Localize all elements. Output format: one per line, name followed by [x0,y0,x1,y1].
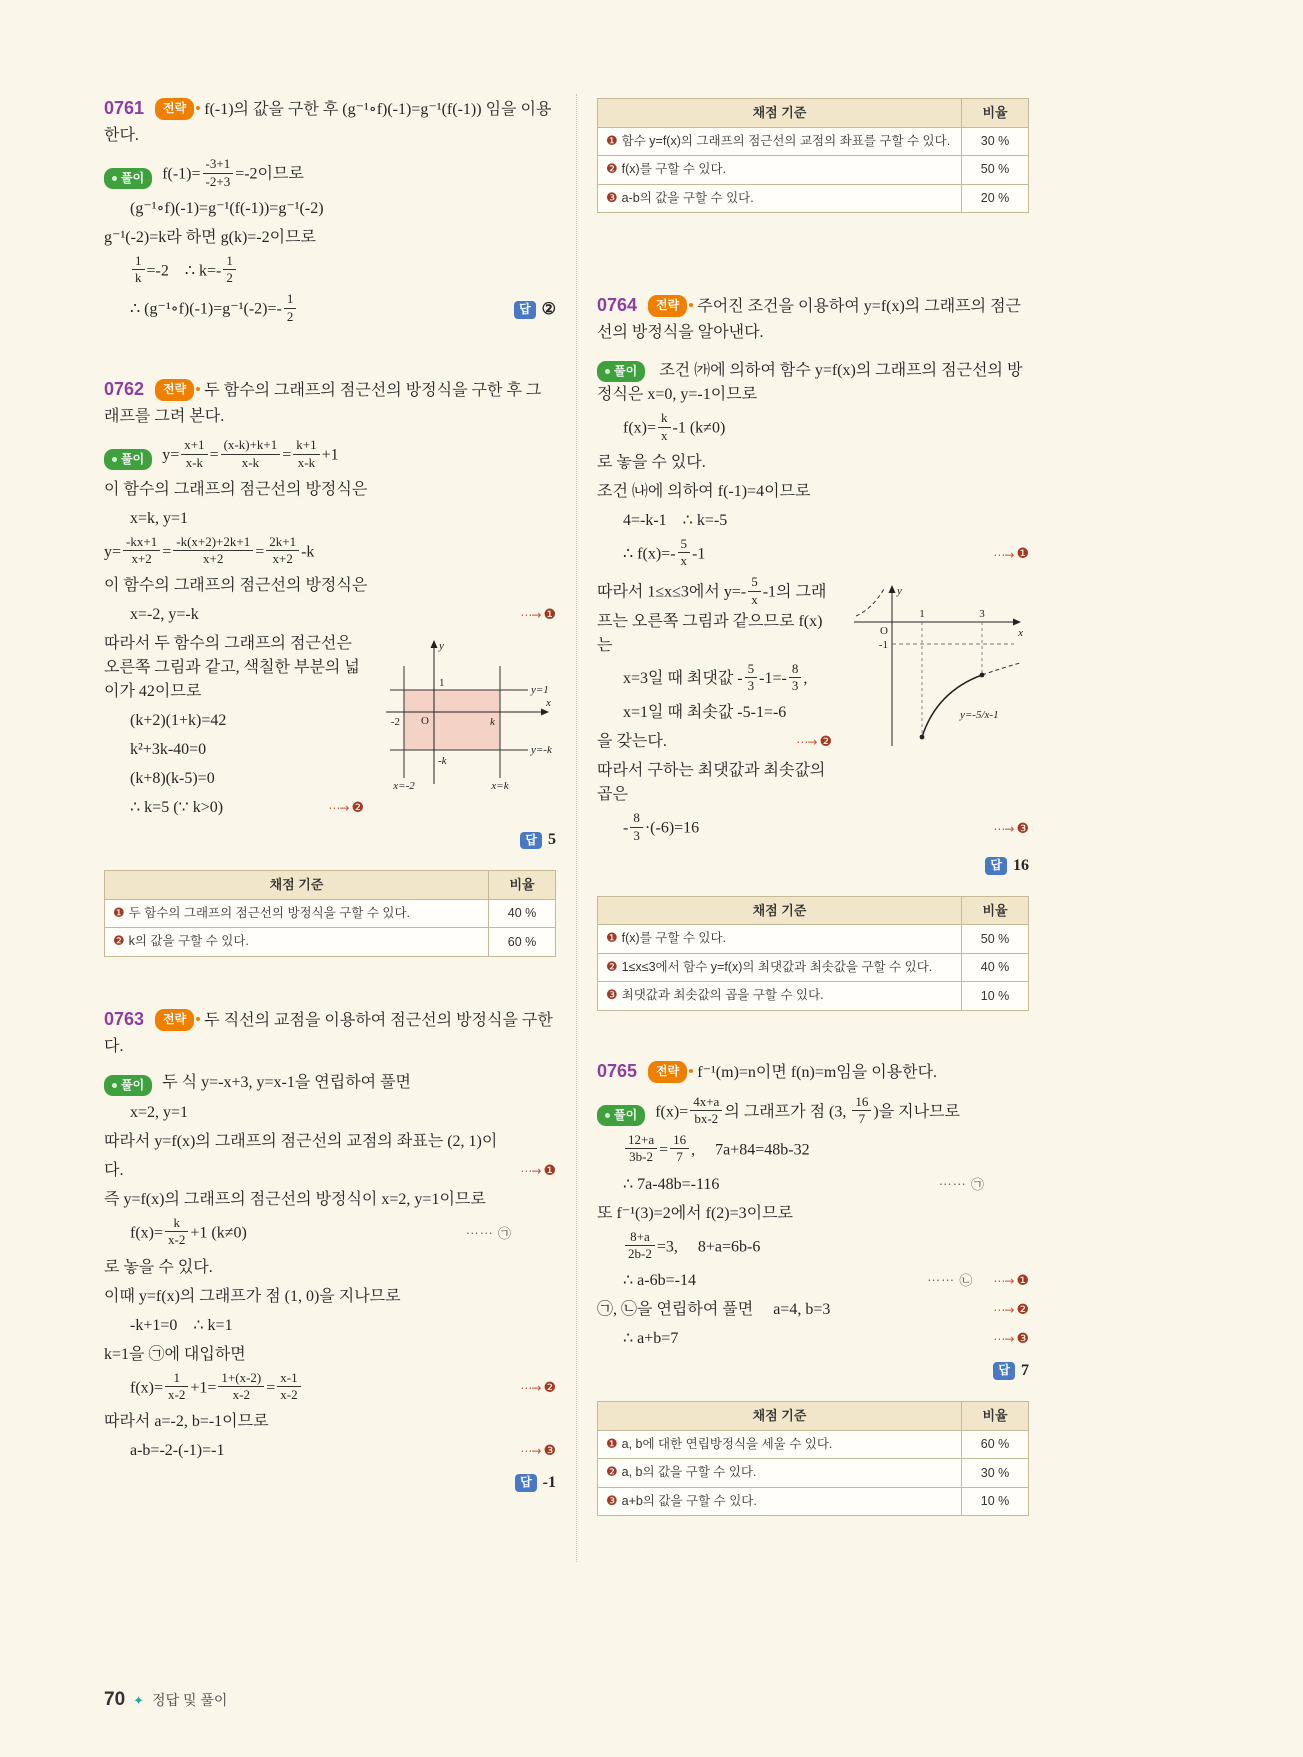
tick-label-k: k [490,716,495,729]
table-row [598,1459,1029,1488]
diamond-icon: ✦ [133,1692,145,1708]
solution-badge: 풀이 [597,1105,645,1126]
answer-row [104,828,556,852]
answer-value: 5 [548,831,556,849]
axis-label-y: y [439,640,444,653]
reference-marker: ⋯⋯ ㉠ [465,1226,512,1242]
solution-badge: 풀이 [104,449,152,470]
problem-0763 [104,1005,556,1495]
math-text: 두 식 y=-x+3, y=x-1을 연립하여 풀면 [162,1073,412,1091]
criteria-cell [105,899,489,928]
problem-number: 0762 [104,378,145,399]
math-text: ∴ 7a-48b=-116 [623,1175,720,1193]
step-marker [985,1329,1029,1350]
solution-badge: 풀이 [104,168,152,189]
strategy-badge: 전략 [155,1009,194,1031]
step-marker [788,732,832,753]
criteria-text: a, b에 대한 연립방정식을 세울 수 있다. [621,1436,833,1451]
line-label-ymk: y=-k [531,744,552,757]
left-column [104,94,576,1541]
step-marker [320,798,364,819]
solution-line [597,1202,1029,1226]
solution-line [104,533,556,570]
table-row [598,1487,1029,1516]
dashed-arrow-icon: ⋯→ [993,1332,1014,1347]
step-number: ❶ [543,1162,556,1179]
math-text: (g⁻¹∘f)(-1)=g⁻¹(f(-1))=g⁻¹(-2) [130,199,324,217]
page-footer [104,1686,227,1715]
dashed-arrow-icon: ⋯→ [796,735,817,750]
page-number: 70 [104,1689,126,1710]
answer-value: 16 [1013,856,1029,874]
table-row [598,127,1029,156]
step-number: ❷ [606,162,618,177]
math-text: 따라서 a=-2, b=-1이므로 [104,1413,269,1431]
criteria-cell [105,928,489,957]
math-text: 이때 y=f(x)의 그래프가 점 (1, 0)을 지나므로 [104,1287,401,1305]
math-text: f(x)= $\frac{k}{x-2}$ +1 (k≠0) [130,1215,247,1248]
solution-line [597,1327,1029,1351]
step-number: ❸ [1016,820,1029,837]
step-marker [512,605,556,626]
solution-line [597,1228,1029,1265]
math-text: y= $\frac{-kx+1}{x+2}$ = $\frac{-k(x+2)+2k+1}{x+2}$ = $\frac{2k+1}{x+2}$ -k [104,533,315,567]
solution-line [597,451,1029,475]
table-row [598,184,1029,213]
ratio-cell: 40 % [489,899,556,928]
solution-block [104,1069,556,1495]
math-text: x=2, y=1 [130,1104,189,1122]
solution-badge: 풀이 [104,1075,152,1096]
criteria-cell [598,1459,962,1488]
math-text: 또 f⁻¹(3)=2에서 f(2)=3이므로 [597,1204,793,1222]
math-text: 4=-k-1 ∴ k=-5 [623,511,728,529]
footer-label: 정답 및 풀이 [152,1691,228,1708]
shaded-region [404,690,500,750]
problem-header [597,291,1029,345]
math-text: (k+8)(k-5)=0 [130,770,215,788]
step-number: ❶ [606,1436,618,1452]
step-number: ❷ [1016,1301,1029,1318]
ratio-cell: 30 % [962,127,1029,156]
ratio-cell: 60 % [489,928,556,957]
step-marker [512,1161,556,1182]
table-row [105,928,556,957]
solution-line [597,812,1029,846]
problem-0765 [597,1057,1029,1516]
answer-badge: 답 [993,1362,1015,1379]
tick-label-minusk: -k [438,755,447,768]
solution-line [104,574,556,598]
solution-line [104,1188,556,1212]
criteria-cell [598,184,962,213]
ratio-cell: 40 % [962,953,1029,982]
solution-line [104,158,556,192]
ratio-header: 비율 [962,99,1029,128]
dashed-arrow-icon: ⋯→ [993,1274,1014,1289]
criteria-text: a-b의 값을 구할 수 있다. [621,190,754,205]
math-text: ㉠, ㉡을 연립하여 풀면 a=4, b=3 [597,1301,831,1319]
dashed-arrow-icon: ⋯→ [993,547,1014,562]
criteria-text: 1≤x≤3에서 함수 y=f(x)의 최댓값과 최솟값을 구할 수 있다. [621,959,933,974]
solution-line [597,480,1029,504]
origin-label: O [880,625,888,638]
strategy-badge: 전략 [648,295,687,317]
answer-row [597,1359,1029,1383]
math-text: -k+1=0 ∴ k=1 [130,1316,233,1334]
axis-label-x: x [1018,627,1023,640]
step-number: ❶ [1016,1272,1029,1289]
dashed-arrow-icon: ⋯→ [520,608,541,623]
criteria-cell [598,156,962,185]
math-text: x=3일 때 최댓값 - $\frac{5}{3}$ -1=- $\frac{8}{3}$ , [623,660,808,694]
reference-marker: ⋯⋯ ㉠ [938,1176,985,1192]
solution-line [104,1130,556,1154]
step-number: ❷ [819,733,832,750]
two-column-layout [104,94,1029,1562]
criteria-text: f(x)를 구할 수 있다. [621,931,727,946]
solution-line [104,293,556,327]
axis-label-x: x [546,697,551,710]
strategy-badge: 전략 [648,1061,687,1083]
criteria-header: 채점 기준 [598,99,962,128]
problem-0764 [597,291,1029,1011]
solution-line [597,509,1029,533]
math-text: 따라서 구하는 최댓값과 최솟값의 곱은 [597,762,826,804]
asymptote-graph [376,636,556,791]
table-row [598,982,1029,1011]
criteria-cell [598,982,962,1011]
step-marker [985,1271,1029,1292]
solution-line [104,439,556,473]
dashed-arrow-icon: ⋯→ [520,1381,541,1396]
step-number: ❷ [606,1465,618,1481]
problem-0761 [104,94,556,327]
tick-label-minus1: -1 [878,639,888,652]
math-text: 로 놓을 수 있다. [597,453,706,471]
rational-function-figure [844,580,1029,760]
reference-marker: ⋯⋯ ㉡ [927,1273,974,1289]
criteria-cell [598,1487,962,1516]
criteria-text: 두 함수의 그래프의 점근선의 방정식을 구할 수 있다. [128,905,411,920]
solution-line [597,1173,1029,1197]
solution-line [104,1369,556,1406]
math-text: - $\frac{8}{3}$ ·(-6)=16 [623,810,700,843]
strategy-text: 주어진 조건을 이용하여 y=f(x)의 그래프의 점근선의 방정식을 알아낸다. [597,298,1021,341]
math-text: ∴ a+b=7 [623,1330,679,1348]
solution-line [104,197,556,221]
ratio-cell: 30 % [962,1459,1029,1488]
grading-table-0764 [597,896,1029,1011]
grading-table-0765 [597,1401,1029,1516]
ratio-cell: 10 % [962,1487,1029,1516]
answer-row [506,298,556,322]
tick-label-3: 3 [979,608,985,621]
right-column [576,94,1029,1562]
answer-row [597,854,1029,878]
answer-row [104,1471,556,1495]
math-text: f(x)= $\frac{k}{x}$ -1 (k≠0) [623,410,726,443]
solution-line [104,1285,556,1309]
math-text: ∴ k=5 (∵ k>0) [130,799,224,817]
asymptote-figure [376,636,556,799]
ratio-header: 비율 [489,871,556,900]
math-text: f(-1)= $\frac{-3+1}{-2+3}$ =-2이므로 [162,156,304,189]
step-number: ❷ [543,1379,556,1396]
strategy-text: 두 직선의 교점을 이용하여 점근선의 방정식을 구한다. [104,1011,553,1055]
solution-block [104,158,556,327]
step-number: ❶ [1016,546,1029,563]
solution-line [104,1314,556,1338]
math-text: 따라서 y=f(x)의 그래프의 점근선의 교점의 좌표는 (2, 1)이 [104,1133,498,1151]
solution-line [597,759,832,807]
dashed-arrow-icon: ⋯→ [328,801,349,816]
problem-header [104,94,556,148]
line-label-xm2: x=-2 [393,780,415,792]
math-text: 로 놓을 수 있다. [104,1258,213,1276]
step-number: ❶ [543,606,556,623]
tick-label-minus2: -2 [390,716,400,729]
math-text: $\frac{8+a}{2b-2}$ =3, 8+a=6b-6 [623,1231,760,1265]
grading-table-0762 [104,870,556,957]
step-marker [512,1378,556,1399]
answer-badge: 답 [985,857,1007,874]
solution-line [597,535,1029,572]
solution-badge: 풀이 [597,361,645,382]
math-text: (k+2)(1+k)=42 [130,712,227,730]
rational-function-graph [844,580,1029,752]
step-number: ❷ [606,959,618,975]
criteria-cell [598,925,962,954]
strategy-badge: 전략 [155,379,194,401]
solution-paragraph: 따라서 두 함수의 그래프의 점근선은 오른쪽 그림과 같고, 색칠한 부분의 넓이가 42이므로 [104,635,360,701]
math-text: $\frac{12+a}{3b-2}$ = $\frac{16}{7}$ , 7a+84=48b-32 [623,1134,810,1168]
step-number: ❸ [606,988,618,1004]
problem-number: 0763 [104,1008,145,1029]
math-text: y= $\frac{x+1}{x-k}$ = $\frac{(x-k)+k+1}{x-k}$ = $\frac{k+1}{x-k}$ +1 [162,437,339,470]
strategy-text: f⁻¹(m)=n이면 f(n)=m임을 이용한다. [697,1063,938,1081]
math-text: 을 갖는다. [597,733,667,751]
tick-label-1: 1 [439,677,445,690]
problem-header [104,375,556,429]
strategy-text: 두 함수의 그래프의 점근선의 방정식을 구한 후 그래프를 그려 본다. [104,381,542,425]
criteria-text: f(x)를 구할 수 있다. [621,162,727,176]
line-label-y1: y=1 [531,684,549,697]
solution-paragraph: 따라서 1≤x≤3에서 y=- $\frac{5}{x}$ -1의 그래프는 오른쪽 그림과 같으므로 f(x)는 [597,574,827,654]
solution-line [597,1134,1029,1168]
math-text: a-b=-2-(-1)=-1 [130,1442,225,1460]
table-row [105,899,556,928]
math-text: $\frac{1}{k}$ =-2 ∴ k=- $\frac{1}{2}$ [130,255,238,289]
dashed-arrow-icon: ⋯→ [993,1303,1014,1318]
step-number: ❸ [1016,1330,1029,1347]
table-row [598,953,1029,982]
solution-line [104,603,556,627]
math-text: x=k, y=1 [130,509,189,527]
math-text: 이 함수의 그래프의 점근선의 방정식은 [104,577,368,595]
math-text: 이 함수의 그래프의 점근선의 방정식은 [104,480,368,498]
math-text: ∴ f(x)=- $\frac{5}{x}$ -1 [623,535,706,569]
math-text: f(x)= $\frac{1}{x-2}$ +1= $\frac{1+(x-2)}{x-2}$ = $\frac{x-1}{x-2}$ [130,1372,303,1406]
criteria-cell [598,127,962,156]
problem-header [104,1005,556,1059]
step-number: ❶ [606,133,618,149]
step-marker [985,1300,1029,1321]
step-marker [512,1441,556,1462]
line-label-xk: x=k [491,780,509,792]
ratio-cell: 10 % [962,982,1029,1011]
dashed-arrow-icon: ⋯→ [520,1444,541,1459]
solution-line [104,507,556,531]
criteria-header: 채점 기준 [105,871,489,900]
math-text: x=-2, y=-k [130,606,199,624]
curve-label: y=-5/x-1 [960,709,999,722]
origin-label: O [421,715,429,728]
answer-value: -1 [542,1474,556,1492]
dashed-arrow-icon: ⋯→ [993,822,1014,837]
solution-line [104,478,556,502]
table-row [598,1430,1029,1459]
problem-number: 0761 [104,98,145,118]
table-row [598,925,1029,954]
criteria-header: 채점 기준 [598,1402,962,1431]
ratio-header: 비율 [962,896,1029,925]
math-text: 다. [104,1162,124,1180]
criteria-text: a, b의 값을 구할 수 있다. [621,1465,757,1480]
criteria-text: a+b의 값을 구할 수 있다. [621,1493,757,1508]
tick-label-1: 1 [919,608,925,621]
answer-badge: 답 [514,301,536,318]
math-text: 조건 ㈏에 의하여 f(-1)=4이므로 [597,482,811,500]
math-text: g⁻¹(-2)=k라 하면 g(k)=-2이므로 [104,228,316,246]
step-number: ❸ [606,190,618,206]
solution-line [597,355,1029,407]
solution-line [104,1343,556,1367]
ratio-cell: 20 % [962,184,1029,213]
solution-line [104,1217,556,1251]
solution-line [104,1159,556,1183]
ratio-cell: 50 % [962,156,1029,185]
ratio-header: 비율 [962,1402,1029,1431]
step-number: ❶ [606,931,618,947]
step-marker [985,544,1029,565]
math-text: ∴ a-6b=-14 [623,1272,696,1290]
solution-line [104,226,556,250]
solution-line [597,1093,1029,1130]
criteria-text: 함수 y=f(x)의 그래프의 점근선의 교점의 좌표를 구할 수 있다. [621,133,951,148]
step-number: ❸ [543,1442,556,1459]
solution-line [597,412,1029,446]
answer-badge: 답 [520,832,542,849]
problem-header [597,1057,1029,1086]
ratio-cell: 50 % [962,925,1029,954]
solution-block [104,439,556,852]
axis-label-y: y [897,585,902,598]
solution-line [104,1101,556,1125]
math-text: f(x)= $\frac{4x+a}{bx-2}$ 의 그래프가 점 (3, $\frac{16}{7}$ )을 지나므로 [655,1093,960,1126]
answer-value: ② [541,301,556,319]
problem-number: 0765 [597,1060,638,1081]
step-number: ❸ [606,1493,618,1509]
answer-badge: 답 [515,1474,537,1491]
solution-block [597,355,1029,878]
solution-line [597,730,832,754]
solution-line [597,1269,1029,1293]
solution-line [104,796,364,820]
math-text: x=1일 때 최솟값 -5-1=-6 [623,704,787,722]
criteria-cell [598,1430,962,1459]
math-text: 즉 y=f(x)의 그래프의 점근선의 방정식이 x=2, y=1이므로 [104,1191,486,1209]
strategy-badge: 전략 [155,98,194,120]
strategy-text: f(-1)의 값을 구한 후 (g⁻¹∘f)(-1)=g⁻¹(f(-1)) 임을 이용한다. [104,101,552,144]
math-text: ∴ (g⁻¹∘f)(-1)=g⁻¹(-2)=- $\frac{1}{2}$ [130,293,298,327]
solution-line [104,1410,556,1434]
criteria-text: 최댓값과 최솟값의 곱을 구할 수 있다. [621,988,824,1003]
solution-line [104,252,556,289]
solution-line [104,1069,556,1096]
math-text: k=1을 ㉠에 대입하면 [104,1345,246,1363]
grading-table-0763 [597,98,1029,213]
step-marker [985,819,1029,840]
solution-line [597,1298,1029,1322]
solution-line [104,1256,556,1280]
table-row [598,156,1029,185]
criteria-header: 채점 기준 [598,896,962,925]
solution-block [597,1093,1029,1384]
ratio-cell: 60 % [962,1430,1029,1459]
answer-value: 7 [1021,1362,1029,1380]
solution-line [104,1439,556,1463]
curve-solid-segment [922,675,982,737]
step-number: ❷ [113,934,125,950]
criteria-cell [598,953,962,982]
problem-0762 [104,375,556,957]
step-number: ❶ [113,905,125,921]
step-number: ❷ [351,799,364,816]
dashed-arrow-icon: ⋯→ [520,1164,541,1179]
math-text: k²+3k-40=0 [130,741,207,759]
problem-number: 0764 [597,295,638,315]
criteria-text: k의 값을 구할 수 있다. [128,934,249,949]
math-text: 조건 ㈎에 의하여 함수 y=f(x)의 그래프의 점근선의 방정식은 x=0, y=-1이므로 [597,362,1023,404]
